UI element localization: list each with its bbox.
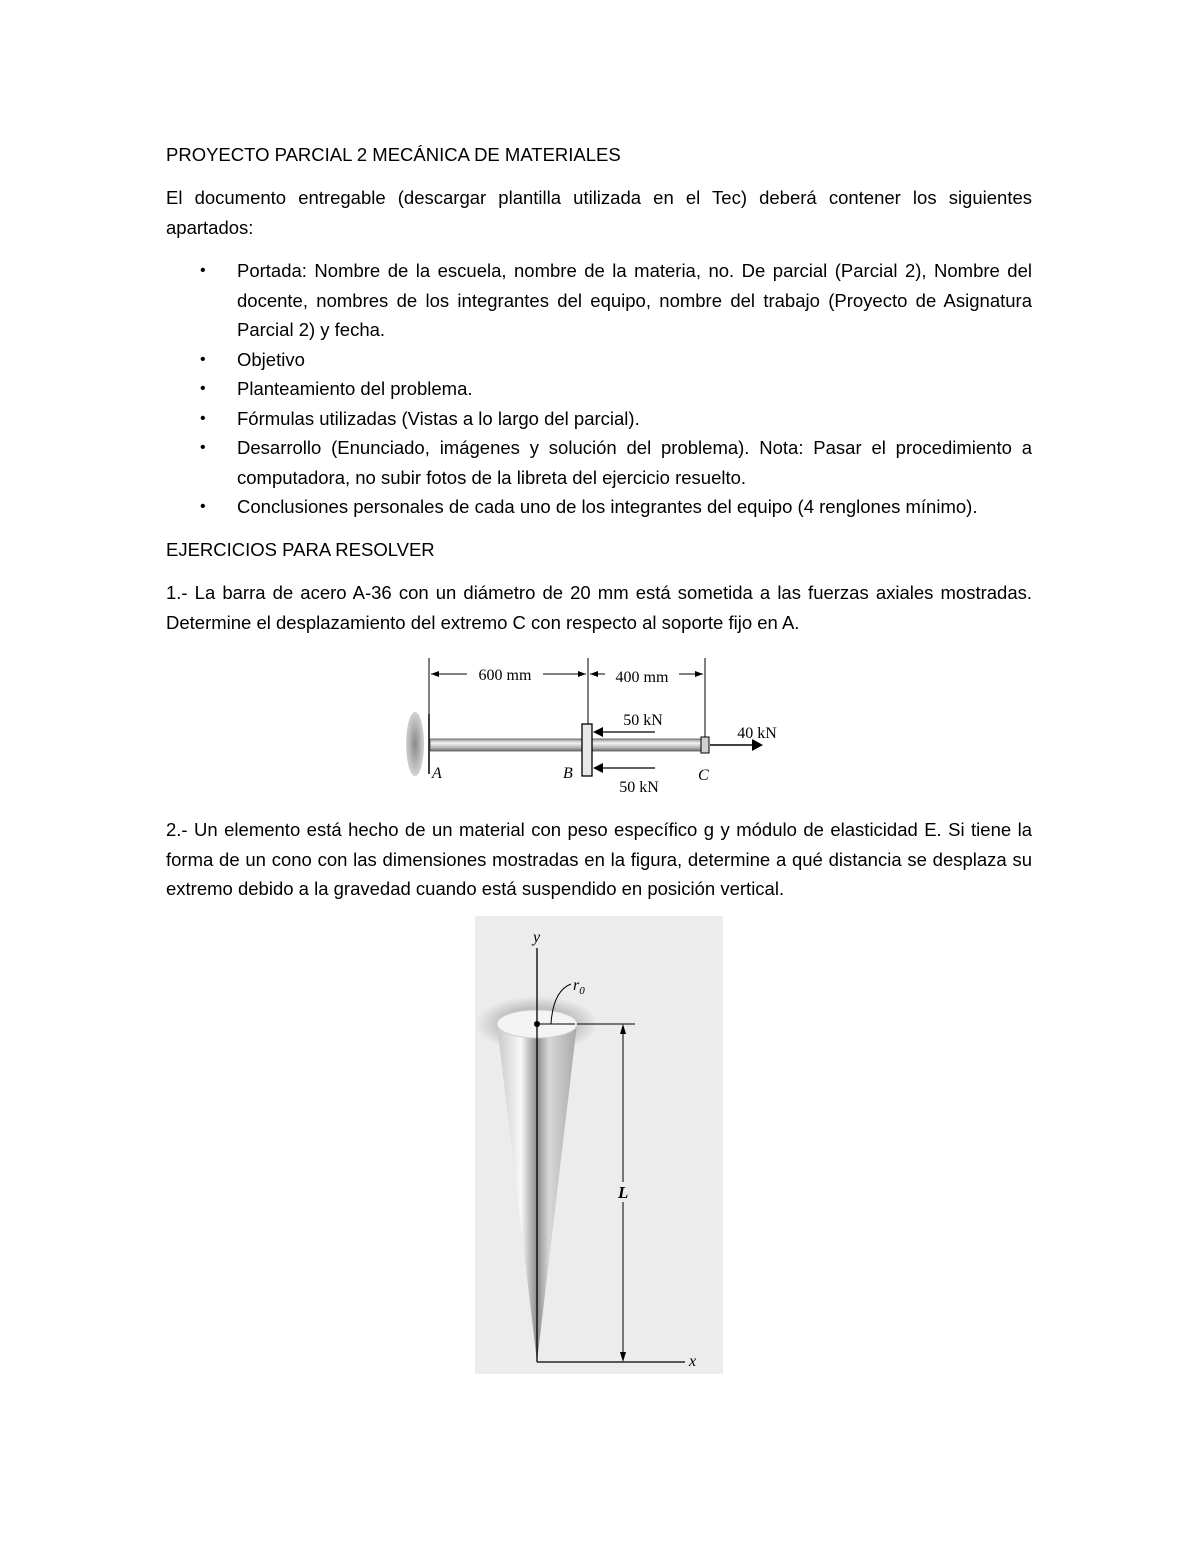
list-item-text: Objetivo <box>237 348 305 370</box>
length-label: L <box>618 1183 629 1202</box>
force-label-top: 50 kN <box>623 712 663 729</box>
list-item-text: Conclusiones personales de cada uno de los integrantes del equipo (4 renglones mínimo). <box>237 496 978 517</box>
point-label-c: C <box>698 767 709 784</box>
list-item <box>166 345 1032 375</box>
bullet-icon: • <box>200 439 206 456</box>
bullet-icon: • <box>200 409 206 427</box>
requirements-list <box>166 256 1032 522</box>
axis-label-y: y <box>533 929 541 946</box>
point-label-b: B <box>563 765 573 782</box>
force-label-bottom: 50 kN <box>619 779 659 796</box>
fixed-support <box>406 712 424 776</box>
bullet-icon: • <box>200 262 206 279</box>
list-item <box>166 256 1032 345</box>
force-label-end: 40 kN <box>737 725 777 742</box>
list-item-text: Portada: Nombre de la escuela, nombre de la materia, no. De parcial (Parcial 2), Nombre del docente, nombres de los integrantes del equipo, nombre del trabajo (Proyecto de Asignatura Parcial 2) y fecha. <box>237 260 1032 340</box>
exercises-heading: EJERCICIOS PARA RESOLVER <box>166 539 435 560</box>
list-item-text: Desarrollo (Enunciado, imágenes y solución del problema). Nota: Pasar el procedimiento a computadora, no subir fotos de la libreta del ejercicio resuelto. <box>237 437 1032 488</box>
intro-paragraph: El documento entregable (descargar plantilla utilizada en el Tec) deberá contener los siguientes apartados: <box>166 187 1032 238</box>
list-item <box>166 404 1032 434</box>
point-label-a: A <box>432 765 442 782</box>
bullet-icon: • <box>200 498 206 515</box>
steel-rod <box>430 739 705 751</box>
problem-1-text: 1.- La barra de acero A-36 con un diámetro de 20 mm está sometida a las fuerzas axiales mostradas. Determine el desplazamiento del extremo C con respecto al soporte fijo en A. <box>166 582 1032 633</box>
cone-diagram <box>475 916 723 1374</box>
list-item <box>166 433 1032 492</box>
list-item-text: Fórmulas utilizadas (Vistas a lo largo del parcial). <box>237 407 640 429</box>
problem-2-text: 2.- Un elemento está hecho de un material con peso específico g y módulo de elasticidad E. Si tiene la forma de un cono con las dimensiones mostradas en la figura, determine a qué distancia se desplaza su extremo debido a la gravedad cuando está suspendido en posición vertical. <box>166 819 1032 899</box>
bar-diagram <box>405 652 795 798</box>
collar-c <box>701 737 709 753</box>
dim-label-bc: 400 mm <box>615 669 669 686</box>
list-item <box>166 492 1032 522</box>
list-item-text: Planteamiento del problema. <box>237 378 473 399</box>
flange-b <box>582 724 592 776</box>
bullet-icon: • <box>200 350 206 368</box>
bullet-icon: • <box>200 380 206 397</box>
document-title: PROYECTO PARCIAL 2 MECÁNICA DE MATERIALES <box>166 144 621 165</box>
list-item <box>166 374 1032 404</box>
dim-label-ab: 600 mm <box>478 667 532 684</box>
axis-label-x: x <box>689 1353 697 1370</box>
radius-label: $r_0$ <box>573 977 585 997</box>
